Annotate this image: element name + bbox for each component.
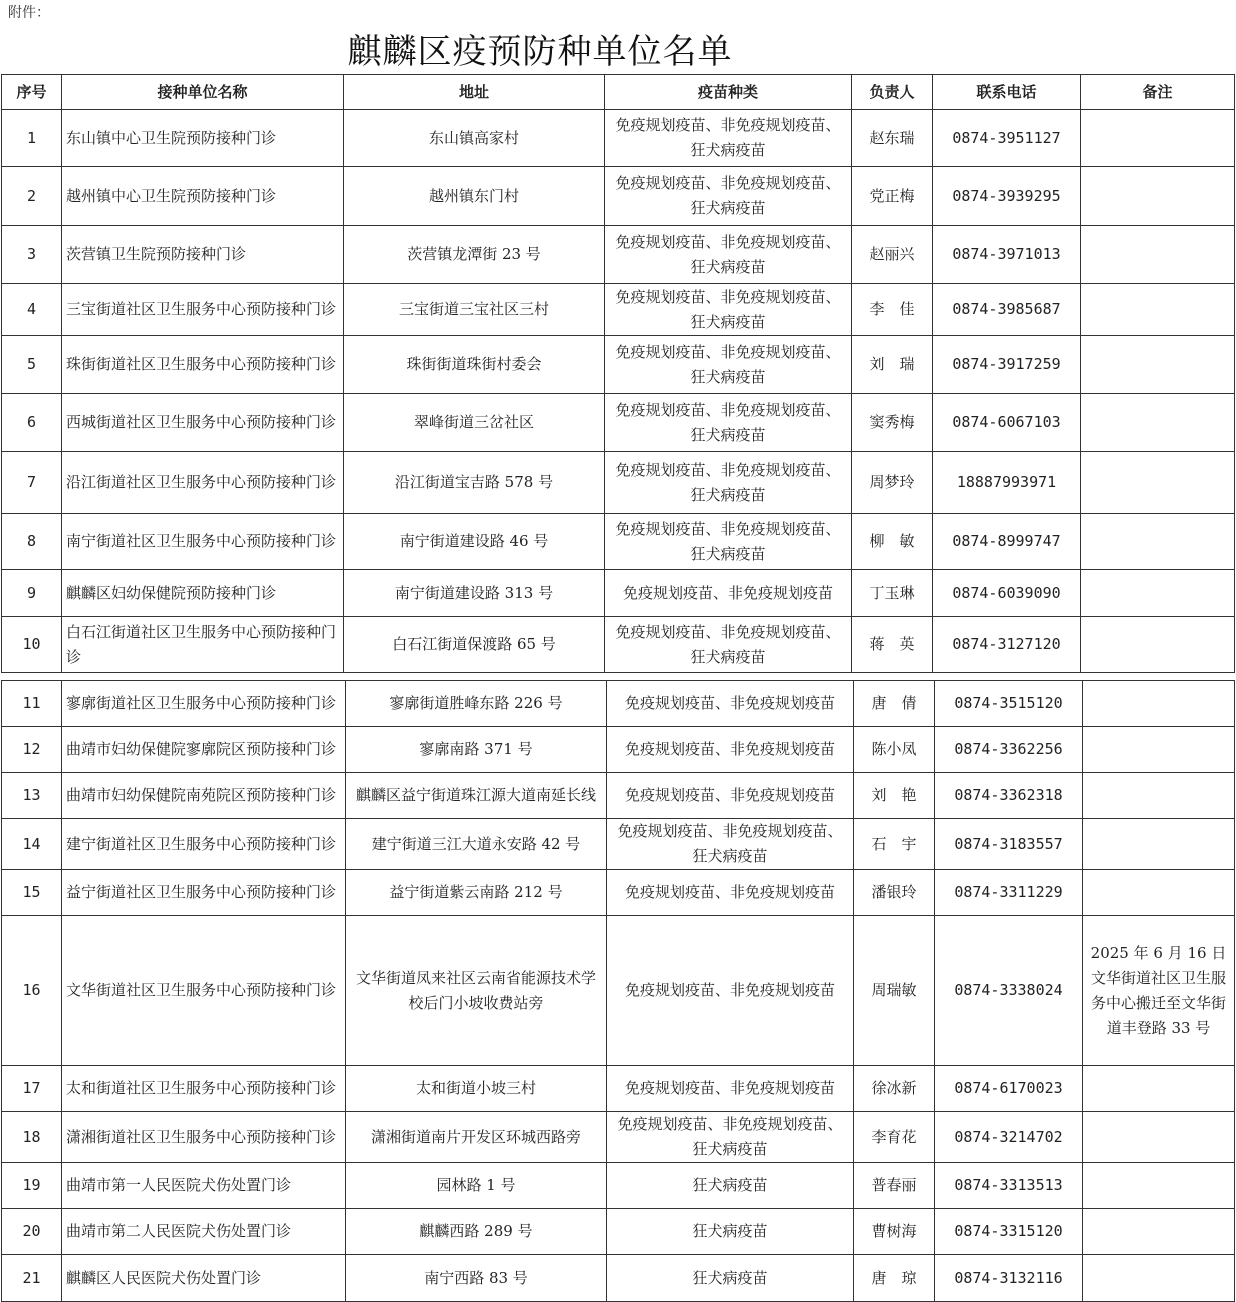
row-number-cell: 5 bbox=[2, 336, 62, 394]
address-cell: 茨营镇龙潭街 23 号 bbox=[344, 226, 605, 284]
attachment-label: 附件： bbox=[8, 5, 50, 21]
responsible-person-cell: 陈小凤 bbox=[854, 727, 935, 773]
table-row bbox=[2, 394, 1235, 452]
address-cell: 寥廓街道胜峰东路 226 号 bbox=[346, 681, 607, 727]
address-cell: 三宝街道三宝社区三村 bbox=[344, 284, 605, 336]
unit-name-cell: 建宁街道社区卫生服务中心预防接种门诊 bbox=[62, 819, 346, 870]
responsible-person-cell: 唐 琼 bbox=[854, 1255, 935, 1302]
note-cell bbox=[1081, 284, 1235, 336]
vaccine-type-cell: 狂犬病疫苗 bbox=[607, 1209, 854, 1255]
unit-name-cell: 越州镇中心卫生院预防接种门诊 bbox=[62, 167, 344, 226]
phone-number-cell: 0874-6067103 bbox=[933, 394, 1081, 452]
note-cell bbox=[1081, 394, 1235, 452]
unit-name-cell: 麒麟区妇幼保健院预防接种门诊 bbox=[62, 570, 344, 617]
phone-number-cell: 0874-3313513 bbox=[935, 1163, 1083, 1209]
row-number-cell: 12 bbox=[2, 727, 62, 773]
table-row bbox=[2, 1112, 1235, 1163]
responsible-person-cell: 普春丽 bbox=[854, 1163, 935, 1209]
unit-name-cell: 南宁街道社区卫生服务中心预防接种门诊 bbox=[62, 514, 344, 570]
table-row bbox=[2, 226, 1235, 284]
address-cell: 文华街道凤来社区云南省能源技术学校后门小坡收费站旁 bbox=[346, 916, 607, 1066]
unit-name-cell: 益宁街道社区卫生服务中心预防接种门诊 bbox=[62, 870, 346, 916]
responsible-person-cell: 窦秀梅 bbox=[852, 394, 933, 452]
row-number-cell: 2 bbox=[2, 167, 62, 226]
phone-number-cell: 0874-3917259 bbox=[933, 336, 1081, 394]
note-cell: 2025 年 6 月 16 日文华街道社区卫生服务中心搬迁至文华街道丰登路 33 号 bbox=[1083, 916, 1235, 1066]
vaccine-type-cell: 免疫规划疫苗、非免疫规划疫苗、狂犬病疫苗 bbox=[607, 1112, 854, 1163]
phone-number-cell: 0874-3951127 bbox=[933, 110, 1081, 167]
phone-number-cell: 0874-3127120 bbox=[933, 617, 1081, 673]
responsible-person-cell: 周梦玲 bbox=[852, 452, 933, 514]
phone-number-cell: 0874-3971013 bbox=[933, 226, 1081, 284]
phone-number-cell: 0874-3362256 bbox=[935, 727, 1083, 773]
note-cell bbox=[1083, 1066, 1235, 1112]
responsible-person-cell: 党正梅 bbox=[852, 167, 933, 226]
note-cell bbox=[1083, 1163, 1235, 1209]
header-no: 序号 bbox=[2, 75, 62, 110]
responsible-person-cell: 赵丽兴 bbox=[852, 226, 933, 284]
unit-name-cell: 沿江街道社区卫生服务中心预防接种门诊 bbox=[62, 452, 344, 514]
address-cell: 沿江街道宝吉路 578 号 bbox=[344, 452, 605, 514]
table-row bbox=[2, 284, 1235, 336]
note-cell bbox=[1083, 727, 1235, 773]
address-cell: 越州镇东门村 bbox=[344, 167, 605, 226]
phone-number-cell: 0874-3214702 bbox=[935, 1112, 1083, 1163]
phone-number-cell: 0874-3338024 bbox=[935, 916, 1083, 1066]
vaccine-type-cell: 免疫规划疫苗、非免疫规划疫苗、狂犬病疫苗 bbox=[607, 819, 854, 870]
table-row bbox=[2, 1255, 1235, 1302]
row-number-cell: 3 bbox=[2, 226, 62, 284]
phone-number-cell: 0874-3132116 bbox=[935, 1255, 1083, 1302]
vaccine-type-cell: 免疫规划疫苗、非免疫规划疫苗 bbox=[607, 681, 854, 727]
table-row bbox=[2, 681, 1235, 727]
row-number-cell: 18 bbox=[2, 1112, 62, 1163]
vaccine-type-cell: 免疫规划疫苗、非免疫规划疫苗、狂犬病疫苗 bbox=[605, 336, 852, 394]
note-cell bbox=[1081, 514, 1235, 570]
row-number-cell: 11 bbox=[2, 681, 62, 727]
responsible-person-cell: 丁玉琳 bbox=[852, 570, 933, 617]
responsible-person-cell: 周瑞敏 bbox=[854, 916, 935, 1066]
vaccine-type-cell: 免疫规划疫苗、非免疫规划疫苗、狂犬病疫苗 bbox=[605, 452, 852, 514]
table-row bbox=[2, 570, 1235, 617]
responsible-person-cell: 李育花 bbox=[854, 1112, 935, 1163]
address-cell: 南宁街道建设路 313 号 bbox=[344, 570, 605, 617]
header-unit-name: 接种单位名称 bbox=[62, 75, 344, 110]
unit-name-cell: 太和街道社区卫生服务中心预防接种门诊 bbox=[62, 1066, 346, 1112]
vaccine-type-cell: 免疫规划疫苗、非免疫规划疫苗 bbox=[607, 1066, 854, 1112]
phone-number-cell: 0874-6170023 bbox=[935, 1066, 1083, 1112]
page-title: 麒麟区疫预防种单位名单 bbox=[347, 32, 733, 72]
table-row bbox=[2, 727, 1235, 773]
row-number-cell: 21 bbox=[2, 1255, 62, 1302]
row-number-cell: 19 bbox=[2, 1163, 62, 1209]
row-number-cell: 15 bbox=[2, 870, 62, 916]
address-cell: 潇湘街道南片开发区环城西路旁 bbox=[346, 1112, 607, 1163]
phone-number-cell: 0874-3311229 bbox=[935, 870, 1083, 916]
vaccine-type-cell: 免疫规划疫苗、非免疫规划疫苗、狂犬病疫苗 bbox=[605, 617, 852, 673]
phone-number-cell: 18887993971 bbox=[933, 452, 1081, 514]
address-cell: 建宁街道三江大道永安路 42 号 bbox=[346, 819, 607, 870]
table-row bbox=[2, 452, 1235, 514]
note-cell bbox=[1083, 773, 1235, 819]
note-cell bbox=[1081, 110, 1235, 167]
unit-name-cell: 文华街道社区卫生服务中心预防接种门诊 bbox=[62, 916, 346, 1066]
vaccine-type-cell: 免疫规划疫苗、非免疫规划疫苗 bbox=[607, 727, 854, 773]
vaccine-type-cell: 免疫规划疫苗、非免疫规划疫苗、狂犬病疫苗 bbox=[605, 284, 852, 336]
phone-number-cell: 0874-8999747 bbox=[933, 514, 1081, 570]
table-row bbox=[2, 870, 1235, 916]
header-note: 备注 bbox=[1081, 75, 1235, 110]
phone-number-cell: 0874-3985687 bbox=[933, 284, 1081, 336]
header-address: 地址 bbox=[344, 75, 605, 110]
phone-number-cell: 0874-3183557 bbox=[935, 819, 1083, 870]
note-cell bbox=[1083, 870, 1235, 916]
row-number-cell: 13 bbox=[2, 773, 62, 819]
unit-name-cell: 白石江街道社区卫生服务中心预防接种门诊 bbox=[62, 617, 344, 673]
row-number-cell: 17 bbox=[2, 1066, 62, 1112]
responsible-person-cell: 李 佳 bbox=[852, 284, 933, 336]
responsible-person-cell: 曹树海 bbox=[854, 1209, 935, 1255]
unit-name-cell: 西城街道社区卫生服务中心预防接种门诊 bbox=[62, 394, 344, 452]
vaccine-type-cell: 免疫规划疫苗、非免疫规划疫苗、狂犬病疫苗 bbox=[605, 394, 852, 452]
vaccine-type-cell: 免疫规划疫苗、非免疫规划疫苗 bbox=[607, 916, 854, 1066]
unit-name-cell: 珠街街道社区卫生服务中心预防接种门诊 bbox=[62, 336, 344, 394]
address-cell: 东山镇高家村 bbox=[344, 110, 605, 167]
unit-name-cell: 麒麟区人民医院犬伤处置门诊 bbox=[62, 1255, 346, 1302]
note-cell bbox=[1083, 1209, 1235, 1255]
unit-name-cell: 曲靖市第二人民医院犬伤处置门诊 bbox=[62, 1209, 346, 1255]
responsible-person-cell: 潘银玲 bbox=[854, 870, 935, 916]
note-cell bbox=[1081, 226, 1235, 284]
unit-name-cell: 潇湘街道社区卫生服务中心预防接种门诊 bbox=[62, 1112, 346, 1163]
note-cell bbox=[1083, 819, 1235, 870]
address-cell: 南宁西路 83 号 bbox=[346, 1255, 607, 1302]
phone-number-cell: 0874-6039090 bbox=[933, 570, 1081, 617]
unit-name-cell: 曲靖市妇幼保健院南苑院区预防接种门诊 bbox=[62, 773, 346, 819]
note-cell bbox=[1081, 167, 1235, 226]
header-person: 负责人 bbox=[852, 75, 933, 110]
row-number-cell: 4 bbox=[2, 284, 62, 336]
address-cell: 翠峰街道三岔社区 bbox=[344, 394, 605, 452]
row-number-cell: 20 bbox=[2, 1209, 62, 1255]
table-row bbox=[2, 336, 1235, 394]
responsible-person-cell: 赵东瑞 bbox=[852, 110, 933, 167]
phone-number-cell: 0874-3315120 bbox=[935, 1209, 1083, 1255]
vaccination-table-part-1 bbox=[1, 74, 1235, 673]
table-row bbox=[2, 1066, 1235, 1112]
responsible-person-cell: 柳 敏 bbox=[852, 514, 933, 570]
table-row bbox=[2, 819, 1235, 870]
vaccine-type-cell: 免疫规划疫苗、非免疫规划疫苗、狂犬病疫苗 bbox=[605, 226, 852, 284]
table-row bbox=[2, 1209, 1235, 1255]
responsible-person-cell: 刘 艳 bbox=[854, 773, 935, 819]
row-number-cell: 10 bbox=[2, 617, 62, 673]
table-header-row bbox=[2, 75, 1235, 110]
header-phone: 联系电话 bbox=[933, 75, 1081, 110]
address-cell: 白石江街道保渡路 65 号 bbox=[344, 617, 605, 673]
note-cell bbox=[1083, 1112, 1235, 1163]
responsible-person-cell: 刘 瑞 bbox=[852, 336, 933, 394]
note-cell bbox=[1081, 617, 1235, 673]
row-number-cell: 14 bbox=[2, 819, 62, 870]
address-cell: 益宁街道紫云南路 212 号 bbox=[346, 870, 607, 916]
table-row bbox=[2, 1163, 1235, 1209]
responsible-person-cell: 石 宇 bbox=[854, 819, 935, 870]
address-cell: 南宁街道建设路 46 号 bbox=[344, 514, 605, 570]
row-number-cell: 7 bbox=[2, 452, 62, 514]
table-row bbox=[2, 514, 1235, 570]
table-row bbox=[2, 167, 1235, 226]
table-row bbox=[2, 617, 1235, 673]
unit-name-cell: 曲靖市第一人民医院犬伤处置门诊 bbox=[62, 1163, 346, 1209]
responsible-person-cell: 蒋 英 bbox=[852, 617, 933, 673]
address-cell: 园林路 1 号 bbox=[346, 1163, 607, 1209]
address-cell: 麒麟西路 289 号 bbox=[346, 1209, 607, 1255]
row-number-cell: 9 bbox=[2, 570, 62, 617]
note-cell bbox=[1081, 336, 1235, 394]
vaccine-type-cell: 狂犬病疫苗 bbox=[607, 1255, 854, 1302]
vaccine-type-cell: 免疫规划疫苗、非免疫规划疫苗 bbox=[607, 773, 854, 819]
header-vaccine-type: 疫苗种类 bbox=[605, 75, 852, 110]
table-row bbox=[2, 916, 1235, 1066]
unit-name-cell: 寥廓街道社区卫生服务中心预防接种门诊 bbox=[62, 681, 346, 727]
vaccine-type-cell: 免疫规划疫苗、非免疫规划疫苗 bbox=[605, 570, 852, 617]
responsible-person-cell: 徐冰新 bbox=[854, 1066, 935, 1112]
address-cell: 珠街街道珠街村委会 bbox=[344, 336, 605, 394]
unit-name-cell: 茨营镇卫生院预防接种门诊 bbox=[62, 226, 344, 284]
responsible-person-cell: 唐 倩 bbox=[854, 681, 935, 727]
note-cell bbox=[1081, 452, 1235, 514]
unit-name-cell: 曲靖市妇幼保健院寥廓院区预防接种门诊 bbox=[62, 727, 346, 773]
phone-number-cell: 0874-3939295 bbox=[933, 167, 1081, 226]
address-cell: 太和街道小坡三村 bbox=[346, 1066, 607, 1112]
note-cell bbox=[1081, 570, 1235, 617]
unit-name-cell: 东山镇中心卫生院预防接种门诊 bbox=[62, 110, 344, 167]
table-row bbox=[2, 110, 1235, 167]
vaccine-type-cell: 免疫规划疫苗、非免疫规划疫苗、狂犬病疫苗 bbox=[605, 110, 852, 167]
address-cell: 寥廓南路 371 号 bbox=[346, 727, 607, 773]
address-cell: 麒麟区益宁街道珠江源大道南延长线 bbox=[346, 773, 607, 819]
row-number-cell: 6 bbox=[2, 394, 62, 452]
phone-number-cell: 0874-3515120 bbox=[935, 681, 1083, 727]
unit-name-cell: 三宝街道社区卫生服务中心预防接种门诊 bbox=[62, 284, 344, 336]
vaccine-type-cell: 免疫规划疫苗、非免疫规划疫苗 bbox=[607, 870, 854, 916]
phone-number-cell: 0874-3362318 bbox=[935, 773, 1083, 819]
table-row bbox=[2, 773, 1235, 819]
row-number-cell: 1 bbox=[2, 110, 62, 167]
vaccine-type-cell: 免疫规划疫苗、非免疫规划疫苗、狂犬病疫苗 bbox=[605, 514, 852, 570]
row-number-cell: 8 bbox=[2, 514, 62, 570]
note-cell bbox=[1083, 1255, 1235, 1302]
row-number-cell: 16 bbox=[2, 916, 62, 1066]
vaccine-type-cell: 免疫规划疫苗、非免疫规划疫苗、狂犬病疫苗 bbox=[605, 167, 852, 226]
note-cell bbox=[1083, 681, 1235, 727]
vaccine-type-cell: 狂犬病疫苗 bbox=[607, 1163, 854, 1209]
vaccination-table-part-2 bbox=[1, 680, 1235, 1302]
